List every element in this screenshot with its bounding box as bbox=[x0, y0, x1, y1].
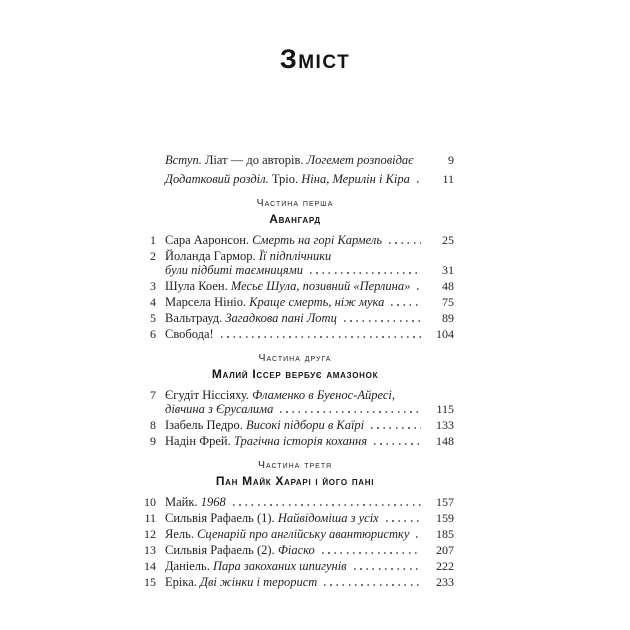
leader-dots bbox=[417, 181, 421, 183]
page-number: 89 bbox=[442, 310, 454, 325]
entry-text bbox=[165, 403, 273, 417]
toc-intro-row bbox=[136, 154, 454, 168]
entry-line bbox=[165, 280, 454, 294]
toc-row bbox=[136, 544, 454, 558]
entry-line bbox=[165, 296, 454, 310]
part-heading: Авангард bbox=[269, 212, 321, 226]
entry-line bbox=[165, 435, 454, 449]
leader-dots bbox=[391, 304, 421, 306]
entry-text bbox=[165, 154, 414, 168]
chapter-name: Свобода! bbox=[165, 326, 214, 341]
entry-text bbox=[165, 496, 226, 510]
toc-part bbox=[136, 459, 454, 590]
page-number: 75 bbox=[442, 294, 454, 309]
chapter-name: Еріка. bbox=[165, 575, 197, 589]
entry-text bbox=[165, 312, 337, 326]
leader-dots bbox=[416, 536, 421, 538]
page-number: 157 bbox=[436, 495, 454, 509]
toc-part bbox=[136, 197, 454, 341]
page-number: 9 bbox=[448, 153, 454, 167]
entry-prefix: Вступ. bbox=[165, 153, 202, 167]
leader-dots bbox=[344, 320, 421, 322]
entry-line bbox=[165, 419, 454, 433]
leader-dots bbox=[280, 411, 421, 413]
page-number: 25 bbox=[442, 233, 454, 247]
entry-line bbox=[165, 154, 454, 168]
entry-line bbox=[165, 512, 454, 526]
page-title: Зміст bbox=[279, 44, 351, 74]
entry-line bbox=[165, 234, 454, 248]
toc-row bbox=[136, 312, 454, 326]
chapter-number: 10 bbox=[144, 495, 156, 509]
chapter-name: Марсела Нініо. bbox=[165, 294, 247, 309]
entry-line bbox=[165, 250, 454, 264]
toc-row bbox=[136, 576, 454, 590]
entry bbox=[165, 544, 454, 558]
chapter-name: Сара Ааронсон. bbox=[165, 233, 250, 247]
entry-line bbox=[165, 312, 454, 326]
leader-dots bbox=[324, 584, 421, 586]
entry bbox=[165, 280, 454, 294]
toc-row bbox=[136, 528, 454, 542]
entry-text bbox=[165, 250, 331, 264]
chapter-name: Сильвія Рафаель (2). bbox=[165, 543, 275, 557]
parts-section bbox=[136, 197, 454, 590]
part-heading: Малий Іссер вербує амазонок bbox=[211, 367, 379, 381]
page-number: 115 bbox=[436, 401, 454, 416]
entry-line bbox=[165, 328, 454, 342]
part-kicker: Частина друга bbox=[258, 352, 332, 364]
entry-text bbox=[165, 435, 367, 449]
part-kicker: Частина перша bbox=[256, 197, 334, 209]
chapter-name: Ізабель Педро. bbox=[165, 417, 243, 432]
chapter-name: Сильвія Рафаель (1). bbox=[165, 511, 275, 525]
entry-text bbox=[165, 280, 410, 294]
chapter-subtitle-continuation: дівчина з Єрусалима bbox=[165, 401, 274, 416]
page-number: 11 bbox=[442, 171, 454, 186]
entry-text bbox=[165, 328, 214, 342]
chapter-subtitle: Месьє Шула, позивний «Перлина» bbox=[230, 278, 411, 293]
chapter-subtitle: Смерть на горі Кармель bbox=[252, 233, 383, 247]
chapter-number: 1 bbox=[150, 233, 156, 247]
chapter-name: Шула Коен. bbox=[165, 278, 228, 293]
entry-subtitle: Ніна, Мерилін і Кіра bbox=[301, 171, 410, 186]
entry-line-continuation bbox=[165, 264, 454, 278]
chapter-subtitle: Фламенко в Буенос-Айресі, bbox=[252, 388, 395, 402]
toc-row bbox=[136, 328, 454, 342]
entry-text bbox=[165, 544, 315, 558]
leader-dots bbox=[389, 242, 421, 244]
chapter-subtitle: Дві жінки і терорист bbox=[200, 575, 318, 589]
leader-dots bbox=[322, 552, 421, 554]
entry bbox=[165, 250, 454, 277]
entry bbox=[165, 419, 454, 433]
chapter-name: Єгудіт Ніссіяху. bbox=[165, 388, 249, 402]
entry-prefix: Додатковий розділ. bbox=[165, 171, 269, 186]
part-kicker: Частина третя bbox=[257, 459, 333, 471]
part-chapters bbox=[136, 234, 454, 341]
entry bbox=[165, 576, 454, 590]
page-number: 31 bbox=[442, 262, 454, 277]
leader-dots bbox=[374, 443, 421, 445]
entry-text bbox=[165, 512, 379, 526]
page-number: 133 bbox=[436, 417, 454, 432]
page-number: 148 bbox=[436, 433, 454, 448]
entry bbox=[165, 512, 454, 526]
entry-line bbox=[165, 560, 454, 574]
entry-text bbox=[165, 389, 395, 403]
chapter-number: 5 bbox=[150, 310, 156, 325]
entry bbox=[165, 154, 454, 168]
toc bbox=[136, 154, 454, 590]
page-number: 48 bbox=[442, 278, 454, 293]
entry-name: Ліат — до авторів. bbox=[204, 153, 304, 167]
row-number-spacer bbox=[136, 173, 156, 187]
leader-dots bbox=[371, 427, 421, 429]
entry-name: Тріо. bbox=[271, 171, 299, 186]
chapter-name: Яель. bbox=[165, 527, 194, 541]
chapter-number: 13 bbox=[144, 543, 156, 557]
toc-row bbox=[136, 280, 454, 294]
entry-line bbox=[165, 576, 454, 590]
chapter-subtitle: 1968 bbox=[200, 495, 226, 509]
part-chapters bbox=[136, 389, 454, 448]
leader-dots bbox=[417, 288, 421, 290]
entry-text bbox=[165, 560, 347, 574]
toc-intro-row bbox=[136, 173, 454, 187]
entry bbox=[165, 435, 454, 449]
entry bbox=[165, 328, 454, 342]
entry bbox=[165, 173, 454, 187]
entry-line bbox=[165, 496, 454, 510]
entry bbox=[165, 312, 454, 326]
chapter-subtitle-continuation: були підбиті таємницями bbox=[165, 262, 303, 277]
entry-line-continuation bbox=[165, 403, 454, 417]
chapter-subtitle: Загадкова пані Лотц bbox=[225, 310, 337, 325]
chapter-number: 14 bbox=[144, 559, 156, 573]
chapter-number: 2 bbox=[150, 249, 156, 263]
chapter-number: 4 bbox=[150, 294, 156, 309]
leader-dots bbox=[221, 336, 421, 338]
chapter-name: Вальтрауд. bbox=[165, 310, 223, 325]
toc-row bbox=[136, 389, 454, 416]
chapter-name: Йоланда Гармор. bbox=[165, 249, 256, 263]
toc-part bbox=[136, 352, 454, 448]
page-number: 207 bbox=[436, 543, 454, 557]
chapter-number: 15 bbox=[144, 575, 156, 589]
part-heading: Пан Майк Харарі і його пані bbox=[215, 474, 375, 488]
chapter-subtitle: Фіаско bbox=[277, 543, 315, 557]
entry-text bbox=[165, 234, 382, 248]
entry bbox=[165, 496, 454, 510]
chapter-number: 3 bbox=[150, 278, 156, 293]
chapter-name: Майк. bbox=[165, 495, 198, 509]
entry-line bbox=[165, 173, 454, 187]
chapter-number: 6 bbox=[150, 326, 156, 341]
toc-row bbox=[136, 560, 454, 574]
chapter-name: Даніель. bbox=[165, 559, 210, 573]
entry-text bbox=[165, 528, 409, 542]
chapter-number: 7 bbox=[150, 388, 156, 402]
chapter-subtitle: Її підплічники bbox=[258, 249, 332, 263]
page-number: 104 bbox=[436, 326, 454, 341]
page-number: 233 bbox=[436, 575, 454, 589]
chapter-number: 9 bbox=[150, 433, 156, 448]
toc-row bbox=[136, 250, 454, 277]
toc-row bbox=[136, 419, 454, 433]
entry-text bbox=[165, 296, 384, 310]
toc-row bbox=[136, 234, 454, 248]
chapter-number: 8 bbox=[150, 417, 156, 432]
page-number: 159 bbox=[436, 511, 454, 525]
leader-dots bbox=[233, 504, 421, 506]
leader-dots bbox=[310, 272, 421, 274]
toc-row bbox=[136, 435, 454, 449]
chapter-subtitle: Найвідоміша з усіх bbox=[277, 511, 379, 525]
leader-dots bbox=[354, 568, 421, 570]
page-number: 185 bbox=[436, 527, 454, 541]
entry-line bbox=[165, 528, 454, 542]
chapter-subtitle: Трагічна історія кохання bbox=[233, 433, 368, 448]
page-number: 222 bbox=[436, 559, 454, 573]
chapter-number: 11 bbox=[144, 511, 156, 525]
toc-row bbox=[136, 512, 454, 526]
entry-text bbox=[165, 576, 317, 590]
entry bbox=[165, 296, 454, 310]
chapter-subtitle: Високі підбори в Каїрі bbox=[245, 417, 365, 432]
entry bbox=[165, 389, 454, 416]
chapter-subtitle: Пара закоханих шпигунів bbox=[212, 559, 347, 573]
part-chapters bbox=[136, 496, 454, 590]
chapter-subtitle: Краще смерть, ніж мука bbox=[249, 294, 385, 309]
chapter-number: 12 bbox=[144, 527, 156, 541]
toc-row bbox=[136, 496, 454, 510]
entry-line bbox=[165, 544, 454, 558]
entry bbox=[165, 560, 454, 574]
entry-text bbox=[165, 264, 303, 278]
row-number-spacer bbox=[136, 154, 156, 168]
entry-line bbox=[165, 389, 454, 403]
leader-dots bbox=[386, 520, 421, 522]
entry-text bbox=[165, 173, 410, 187]
chapter-subtitle: Сценарій про англійську авантюристку bbox=[197, 527, 410, 541]
chapter-name: Надін Фрей. bbox=[165, 433, 231, 448]
entry bbox=[165, 528, 454, 542]
entry bbox=[165, 234, 454, 248]
entry-subtitle: Логемет розповідає bbox=[306, 153, 414, 167]
toc-row bbox=[136, 296, 454, 310]
intro-section bbox=[136, 154, 454, 186]
entry-text bbox=[165, 419, 364, 433]
